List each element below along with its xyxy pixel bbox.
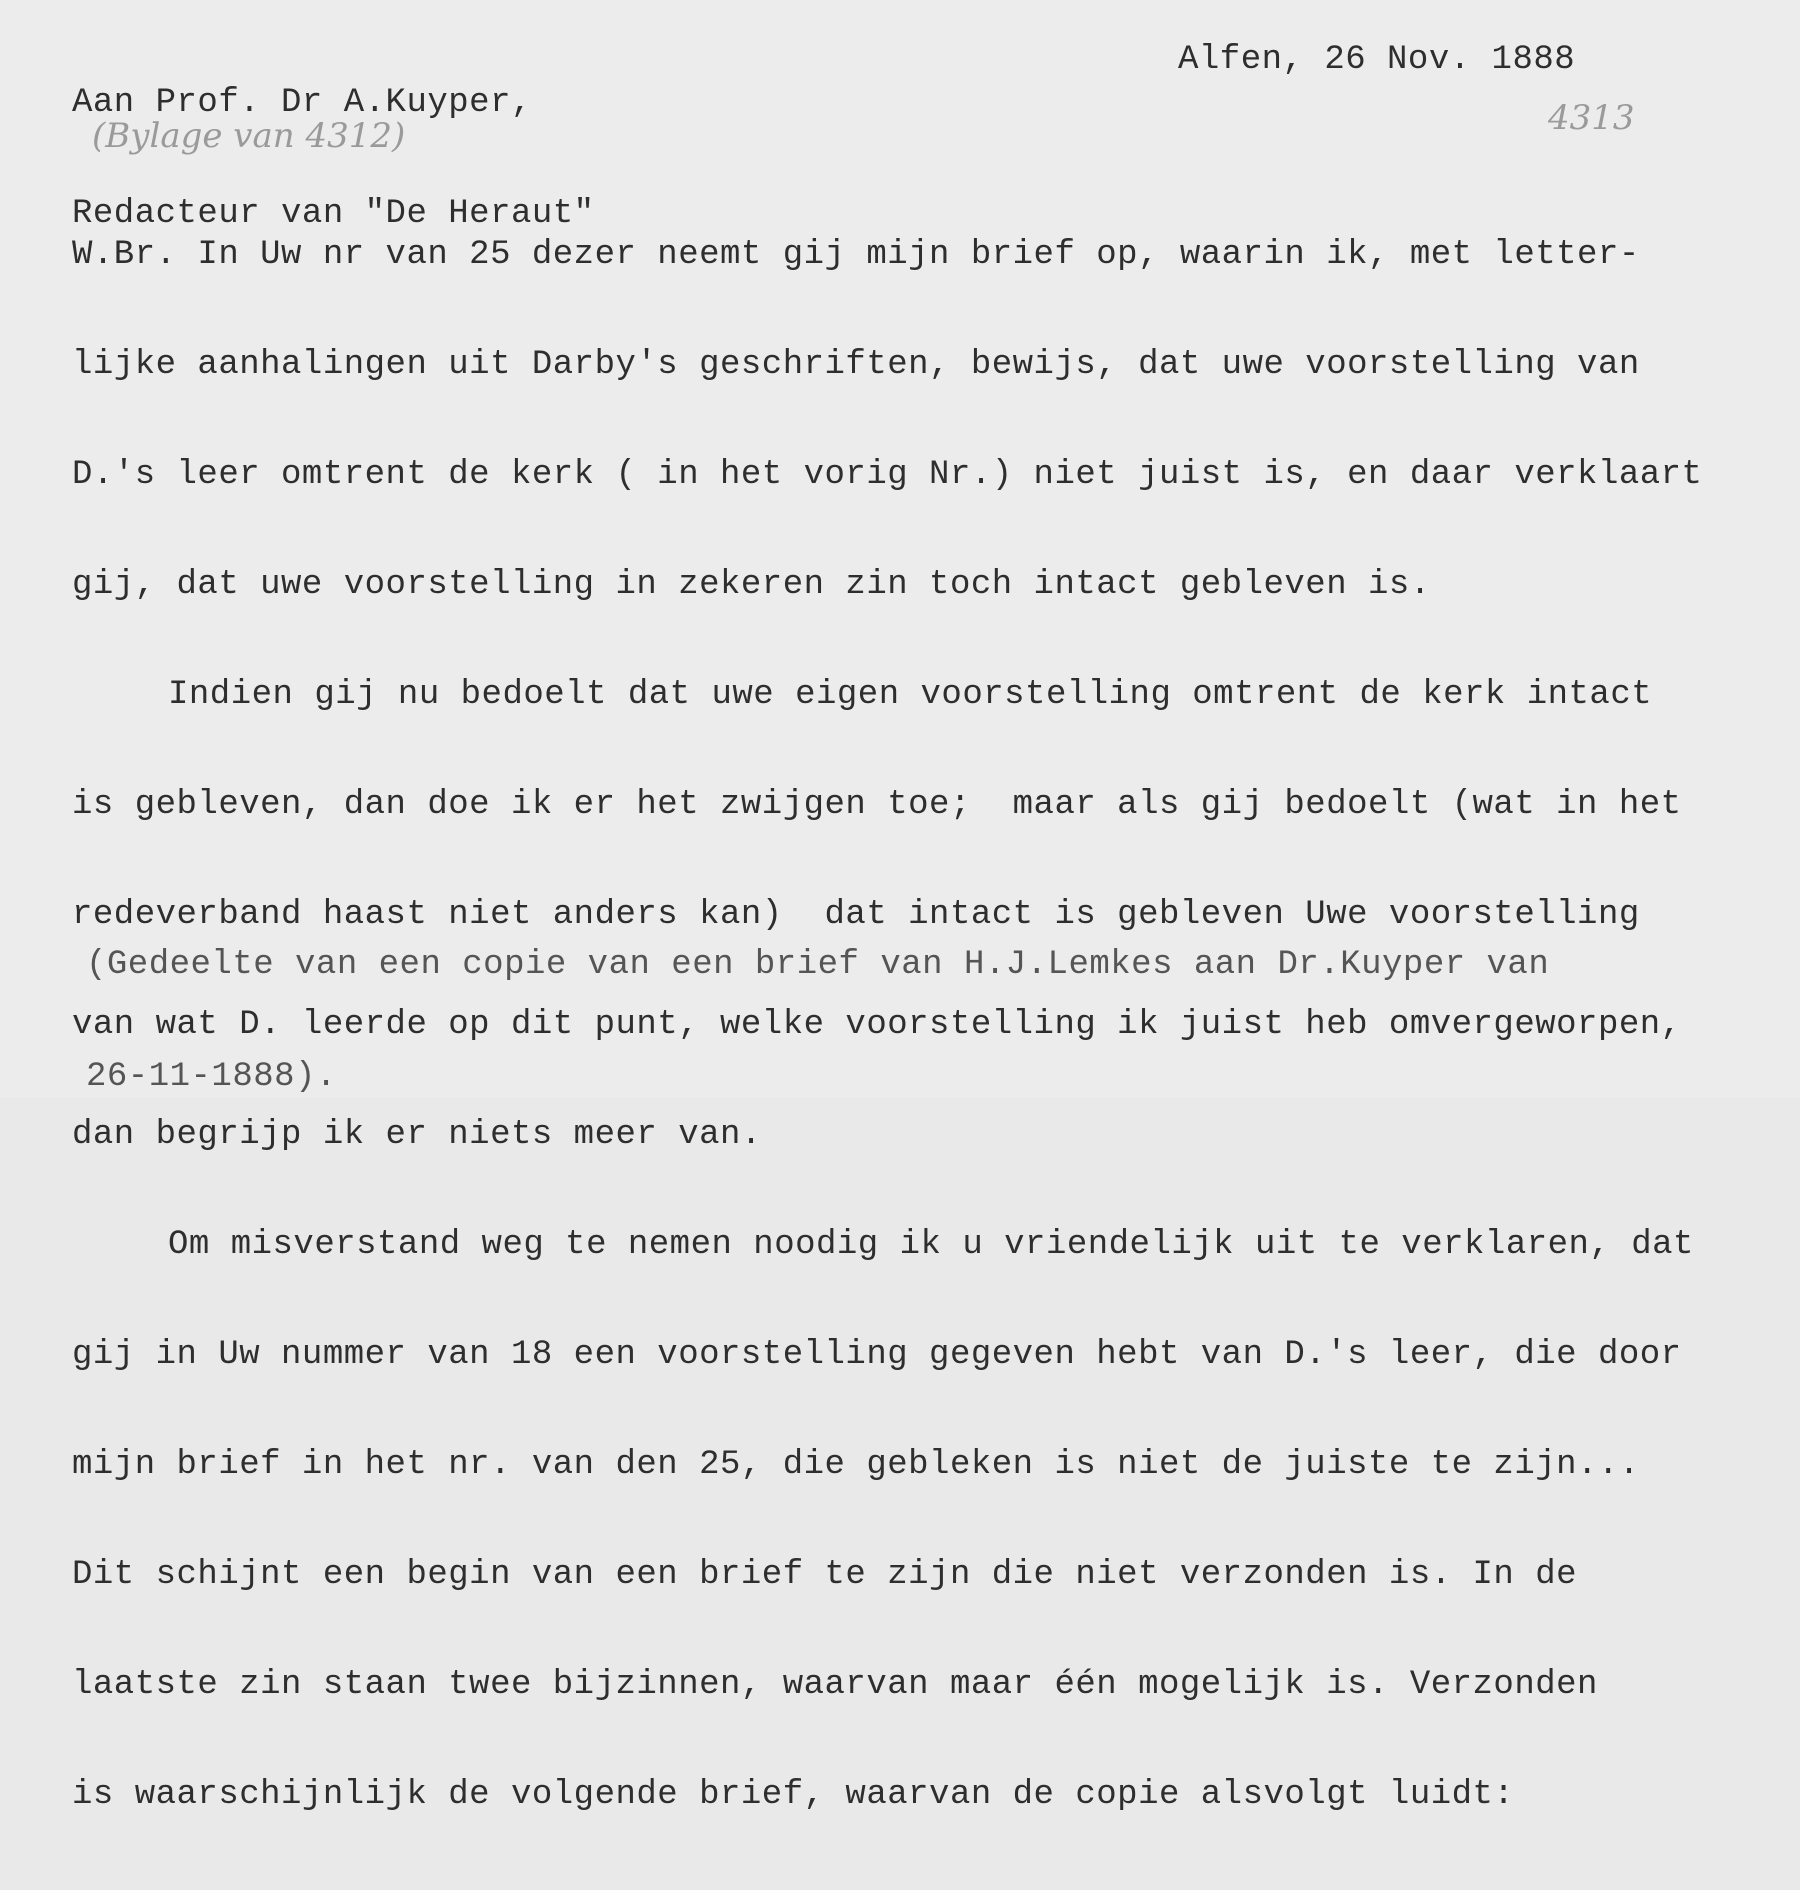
body-line: redeverband haast niet anders kan) dat intact is gebleven Uwe voorstelling	[72, 896, 1640, 934]
handwritten-note-left: (Bylage van 4312)	[92, 116, 406, 156]
body-line: W.Br. In Uw nr van 25 dezer neemt gij mijn brief op, waarin ik, met letter-	[72, 236, 1640, 274]
footer-line: 26-11-1888).	[86, 1058, 337, 1096]
handwritten-note-right: 4313	[1548, 98, 1635, 138]
body-line: laatste zin staan twee bijzinnen, waarvan maar één mogelijk is. Verzonden	[72, 1666, 1598, 1704]
dateline: Alfen, 26 Nov. 1888	[1178, 41, 1576, 79]
body-line: lijke aanhalingen uit Darby's geschriften, bewijs, dat uwe voorstelling van	[72, 346, 1640, 384]
body-line: D.'s leer omtrent de kerk ( in het vorig Nr.) niet juist is, en daar verklaart	[72, 456, 1703, 494]
body-line: gij in Uw nummer van 18 een voorstelling gegeven hebt van D.'s leer, die door	[72, 1336, 1682, 1374]
address-line-editor: Redacteur van "De Heraut"	[72, 195, 595, 233]
body-line: gij, dat uwe voorstelling in zekeren zin toch intact gebleven is.	[72, 566, 1431, 604]
footer-note	[86, 880, 1549, 1172]
body-line: is waarschijnlijk de volgende brief, waarvan de copie alsvolgt luidt:	[72, 1776, 1515, 1814]
address-line-recipient: Aan Prof. Dr A.Kuyper,	[72, 84, 532, 122]
footer-line: (Gedeelte van een copie van een brief van H.J.Lemkes aan Dr.Kuyper van	[86, 946, 1550, 984]
body-line: dan begrijp ik er niets meer van.	[72, 1116, 762, 1154]
body-line: is gebleven, dan doe ik er het zwijgen toe; maar als gij bedoelt (wat in het	[72, 786, 1682, 824]
body-line: van wat D. leerde op dit punt, welke voorstelling ik juist heb omvergeworpen,	[72, 1006, 1682, 1044]
body-line: Dit schijnt een begin van een brief te zijn die niet verzonden is. In de	[72, 1556, 1578, 1594]
body-line: Om misverstand weg te nemen noodig ik u vriendelijk uit te verklaren, dat	[168, 1226, 1694, 1264]
body-line: Indien gij nu bedoelt dat uwe eigen voorstelling omtrent de kerk intact	[168, 676, 1653, 714]
body-line: mijn brief in het nr. van den 25, die gebleken is niet de juiste te zijn...	[72, 1446, 1640, 1484]
